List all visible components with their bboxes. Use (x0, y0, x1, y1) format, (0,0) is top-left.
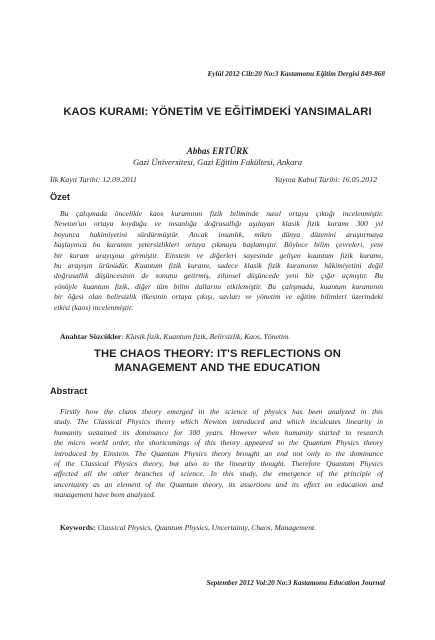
abstract-line: Firstly how the chaos theory emerged in the science of physics has been analyzed in this (60, 407, 383, 416)
journal-footer: September 2012 Vol:20 No:3 Kastamonu Education Journal (206, 579, 385, 587)
author-name: Abbas ERTÜRK (186, 146, 249, 156)
keywords-english (60, 523, 383, 532)
ozet-line: başlayınca bu kuramın yetersizlikleri ortaya çıkmaya başlamıştır. Böylece bilim çevreleri, yeni (54, 240, 383, 250)
abstract-line: affected all the other branches of science. In this study, the emergence of the principle of (54, 469, 383, 479)
ozet-line: bir öğesi olan belirsizlik ilkesinin ortaya çıkışı, savları ve yönetim ve eğitim bilimleri üzerindeki (54, 292, 383, 302)
keywords-turkish-text: : Klasik fizik, Kuantum fizik, Belirsizlik, Kaos, Yönetim. (121, 332, 291, 341)
received-date: İlk Kayıt Tarihi: 12.09.2011 (50, 175, 137, 184)
ozet-heading: Özet (50, 192, 70, 202)
abstract-line: the micro world order, the shortcomings of this theory appeared so the Quantum Physics theory (54, 438, 383, 448)
ozet-line: boyunca hakimiyetini sürdürmüştür. Ancak insanlık, mikro dünya düzenini araştırmaya (54, 229, 383, 239)
ozet-line: Newton'un ortaya koyduğu ve insanlığa doğrusallığı aşılayan klasik fizik kuramı 300 yıl (54, 219, 383, 229)
article-title-english-line1: THE CHAOS THEORY: IT'S REFLECTIONS ON (94, 348, 341, 360)
abstract-line: of the Classical Physics theory, but also to the linearity thought. Therefore Quantum Physics (54, 458, 383, 468)
abstract-line: management have been analyzed. (54, 490, 156, 500)
article-title-turkish: KAOS KURAMI: YÖNETİM VE EĞİTİMDEKİ YANSIMALARI (63, 106, 372, 118)
keywords-turkish (60, 332, 383, 341)
ozet-line: etkisi (kaos) incelenmiştir. (54, 302, 134, 312)
abstract-line: study. The Classical Physics theory which Newton introduced and which inculcates linearity in (54, 417, 383, 427)
keywords-english-label: Keywords: (60, 523, 96, 532)
ozet-paragraph (54, 209, 383, 313)
accepted-date: Yayına Kabul Tarihi: 16.05.2012 (274, 175, 377, 184)
ozet-line: Bu çalışmada öncelikle kaos kuramının fizik biliminde nasıl ortaya çıktığı incelenmiştir. (60, 209, 383, 218)
ozet-line: doğrusallık düşüncesinin de sonunu getirmiş, zihinsel düşüncede yeni bir çığır açmıştır. Bu (54, 271, 383, 281)
ozet-line: yönüyle kuantum fizik, diğer tüm bilim dallarını etkilemiştir. Bu çalışmada, kuantum kuramının (54, 281, 383, 291)
abstract-line: introduced by Einstein. The Quantum Physics theory brought an end not only to the dominance (54, 448, 383, 458)
keywords-english-text: Classical Physics, Quantum Physics, Uncertainty, Chaos, Management. (95, 523, 317, 532)
author-affiliation: Gazi Üniversitesi, Gazi Eğitim Fakültesi, Ankara (132, 157, 303, 167)
abstract-paragraph (54, 407, 383, 501)
abstract-line: humanity sustained its dominance for 300 years. However when humanity started to research (54, 427, 383, 437)
abstract-heading: Abstract (50, 386, 88, 396)
journal-header: Eylül 2012 Cilt:20 No:3 Kastamonu Eğitim Dergisi 849-868 (207, 70, 385, 78)
ozet-line: bir kuram arayışına girmiştir. Einstein ve diğerleri sayesinde gelişen kuantum fizik kuramı, (54, 250, 383, 260)
article-title-english-line2: MANAGEMENT AND THE EDUCATION (114, 362, 321, 374)
keywords-turkish-label: Anahtar Sözcükler (60, 332, 122, 341)
abstract-line: uncertainty as an element of the Quantum theory, its assertions and its effect on education and (54, 479, 383, 489)
article-dates (50, 175, 377, 184)
ozet-line: bu arayışın ürünüdür. Kuantum fizik kuramı, sadece klasik fizik kuramının hâkimiyetini değil (54, 260, 383, 270)
